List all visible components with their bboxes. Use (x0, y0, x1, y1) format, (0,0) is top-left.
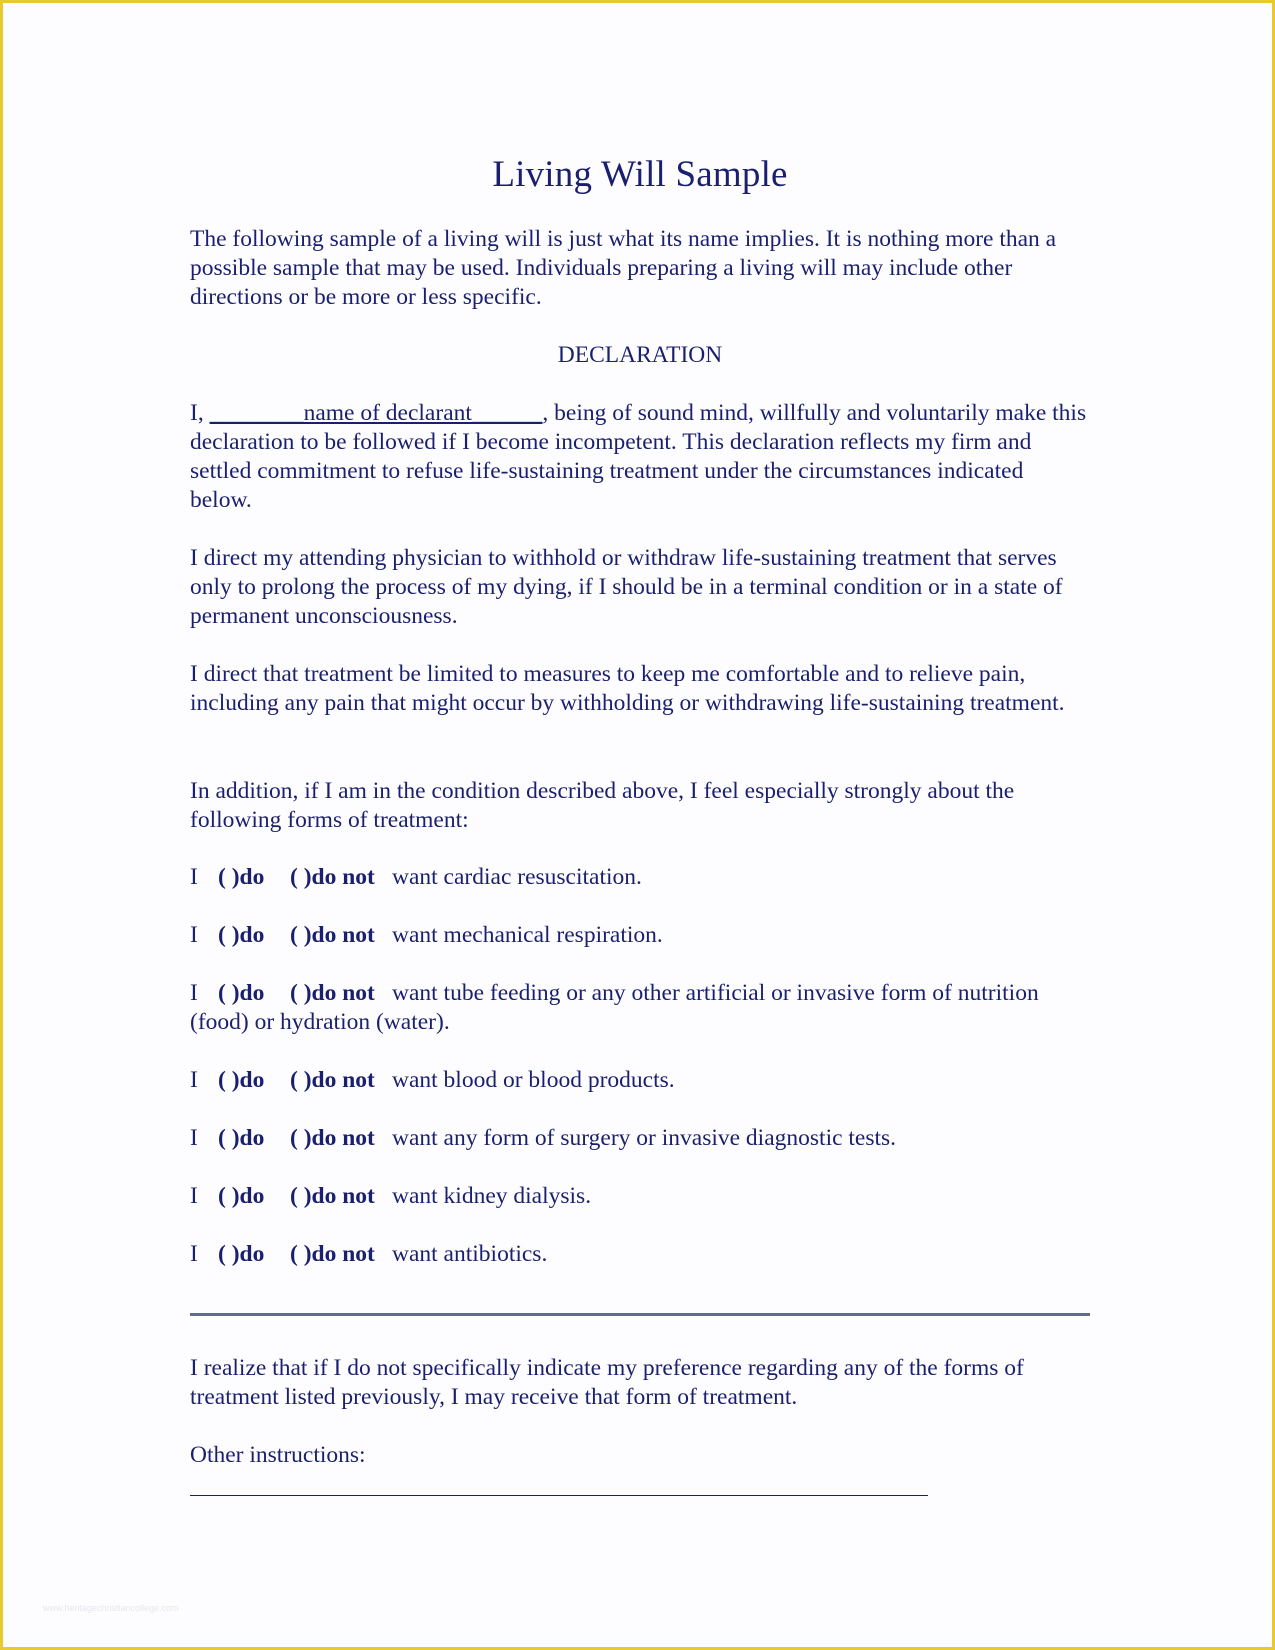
choice-text: want cardiac resuscitation. (392, 864, 642, 890)
section-divider (190, 1313, 1090, 1316)
declaration-prefix: I, (190, 400, 210, 426)
choice-text: want any form of surgery or invasive diagnostic tests. (392, 1125, 897, 1151)
choice-text: want mechanical respiration. (392, 922, 663, 948)
declaration-paragraph (190, 399, 1090, 515)
choice-antibiotics (190, 1240, 1090, 1269)
choice-lead: I (190, 922, 198, 948)
declaration-heading: DECLARATION (557, 342, 723, 368)
option-do-not[interactable]: ( )do not (290, 1067, 375, 1093)
choice-mechanical-respiration (190, 921, 1090, 950)
other-instructions-label: Other instructions: (190, 1442, 366, 1468)
choice-cardiac-resuscitation (190, 863, 1090, 892)
intro-text: The following sample of a living will is just what its name implies. It is nothing more than a possible sample that may be used. Individuals preparing a living will may include other directions or be more or less specific. (190, 226, 1057, 310)
option-do-not[interactable]: ( )do not (290, 1241, 375, 1267)
option-do[interactable]: ( )do (218, 980, 265, 1006)
option-do-not[interactable]: ( )do not (290, 1125, 375, 1151)
comfort-text: I direct that treatment be limited to measures to keep me comfortable and to relieve pain, including any pain that might occur by withholding or withdrawing life-sustaining treatment. (190, 661, 1065, 716)
declaration-text (190, 399, 1090, 515)
choice-text: want blood or blood products. (392, 1067, 675, 1093)
watermark: www.heritagechristiancollege.com (43, 1603, 179, 1613)
choice-text: want kidney dialysis. (392, 1183, 592, 1209)
declaration-suffix: , being of sound mind, willfully and voluntarily make this declaration to be followed if I become incompetent. This declaration reflects my firm and settled commitment to refuse life-sustaining treatment under the circumstances indicated below. (190, 400, 1087, 513)
option-do[interactable]: ( )do (218, 1241, 265, 1267)
choice-lead: I (190, 980, 198, 1006)
option-do[interactable]: ( )do (218, 1067, 265, 1093)
choice-tube-feeding (190, 979, 1090, 1037)
declarant-name-blank: ________name of declarant______ (209, 400, 543, 426)
directive-text: I direct my attending physician to withhold or withdraw life-sustaining treatment that serves only to prolong the process of my dying, if I should be in a terminal condition or in a state of permanent unconsciousness. (190, 545, 1063, 629)
choice-text: want tube feeding or any other artificial or invasive form of nutrition (food) or hydration (water). (190, 980, 1039, 1035)
intro-paragraph (190, 225, 1090, 312)
preference-paragraph (190, 1354, 1090, 1412)
choice-text: want antibiotics. (392, 1241, 548, 1267)
option-do[interactable]: ( )do (218, 1125, 265, 1151)
choice-lead: I (190, 864, 198, 890)
other-instructions-line[interactable] (190, 1495, 928, 1496)
choice-lead: I (190, 1183, 198, 1209)
addition-paragraph (190, 777, 1090, 835)
option-do-not[interactable]: ( )do not (290, 922, 375, 948)
preference-text: I realize that if I do not specifically indicate my preference regarding any of the forms of treatment listed previously, I may receive that form of treatment. (190, 1355, 1024, 1410)
other-instructions (190, 1441, 1090, 1470)
choice-lead: I (190, 1241, 198, 1267)
choice-lead: I (190, 1125, 198, 1151)
addition-text: In addition, if I am in the condition described above, I feel especially strongly about the following forms of treatment: (190, 778, 1015, 833)
choice-lead: I (190, 1067, 198, 1093)
option-do-not[interactable]: ( )do not (290, 1183, 375, 1209)
document-title: Living Will Sample (492, 154, 788, 195)
option-do[interactable]: ( )do (218, 864, 265, 890)
choice-kidney-dialysis (190, 1182, 1090, 1211)
choice-surgery (190, 1124, 1090, 1153)
comfort-paragraph (190, 660, 1090, 718)
document-page (3, 3, 1272, 1647)
option-do[interactable]: ( )do (218, 1183, 265, 1209)
directive-paragraph (190, 544, 1090, 631)
option-do-not[interactable]: ( )do not (290, 864, 375, 890)
choice-blood-products (190, 1066, 1090, 1095)
option-do-not[interactable]: ( )do not (290, 980, 375, 1006)
option-do[interactable]: ( )do (218, 922, 265, 948)
